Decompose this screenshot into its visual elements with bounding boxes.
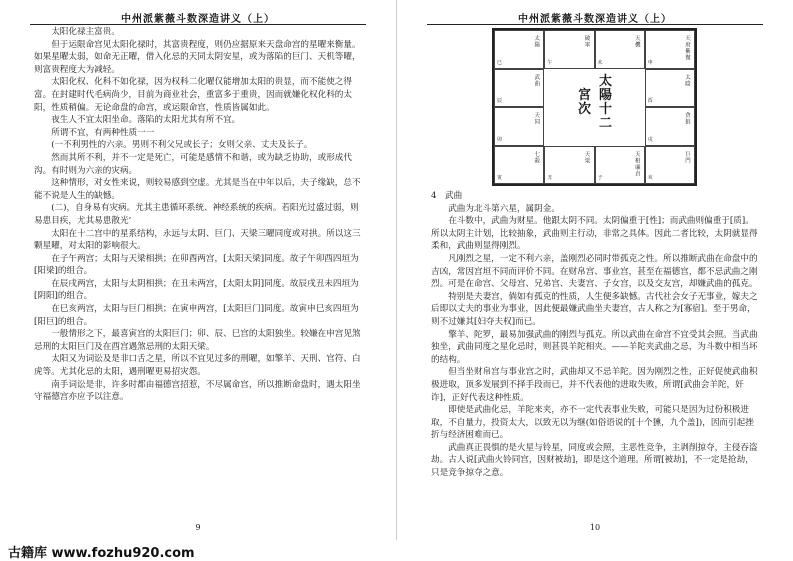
paragraph: 擎羊、陀罗，最易加强武曲的刚烈与孤克。所以武曲在命宫不宜受其会照。当武曲独坐，武曲同度之星化忌时，则甚畏羊陀相夹。——羊陀夹武曲之忌，为斗数中相当坏的结构。: [431, 329, 758, 365]
palace-cell: [494, 146, 544, 185]
chart-center-char: 次: [578, 102, 592, 117]
palace-branch: 未: [597, 59, 603, 66]
palace-star: 天同: [533, 112, 540, 125]
palace-star: 天府紫微: [684, 35, 690, 61]
page-number: 10: [589, 523, 601, 532]
palace-cell: [544, 146, 594, 185]
palace-branch: 酉: [647, 98, 653, 104]
paragraph: 夜生人不宜太阳坐命。落陷的太阳尤其有所不宜。: [51, 115, 241, 126]
chart-center-char: 二: [599, 116, 613, 131]
chart-center: [544, 69, 647, 147]
paragraph: 然而其所不利，并不一定是死亡，可能是感情不和谐，或为缺乏协助，或形成代沟。有时则为六亲的灾病。: [34, 152, 352, 176]
palace-branch: 巳: [497, 59, 503, 66]
paragraph: 在巳亥两宫，太阳与巨门相拱；在寅申两宫，[太阳巨门]同度。故寅申巳亥四垣为[阳巨]的组合。: [34, 304, 359, 327]
palace-cell: [595, 30, 645, 69]
page-header: 中州派紫薇斗数深造讲义（上）: [121, 14, 275, 25]
site-watermark: 古籍库 www.fozhu920.com: [8, 546, 195, 561]
page-header: 中州派紫薇斗数深造讲义（上）: [518, 14, 672, 25]
paragraph: 武曲为北斗第六星，属阴金。: [448, 203, 560, 214]
palace-branch: 午: [547, 59, 553, 66]
chart-center-char: 太: [599, 74, 613, 89]
palace-branch: 申: [647, 59, 653, 66]
paragraph: 4 武曲: [431, 191, 463, 201]
palace-branch: 卯: [497, 136, 503, 143]
left-page: [0, 0, 396, 540]
right-page-body: [431, 190, 759, 480]
paragraph: 太阳化权、化科不如化禄，因为权科二化曜仅能增加太阳的贵显，而不能使之得富。在封建时代毛病尚少，目前为商业社会，重富多于重贵，因而就嫌化权化科的太阳，性质稍偏。无论命盘的命宫，或运限命宫，性质皆属如此。: [34, 77, 352, 113]
paragraph: 凡刚烈之星，一定不利六亲，盖刚烈必同时带孤克之性。所以推断武曲在命盘中的吉凶，常因宫垣不同而评价不同。在财帛宫、事业宫，甚至在福德宫，都不忌武曲之刚烈。可是在命宫、父母宫、兄弟宫、夫妻宫、子女宫，以及交友宫，却嫌武曲的孤克。: [431, 253, 758, 290]
palace-cell: [645, 107, 695, 146]
palace-cell: [494, 107, 544, 146]
paragraph: 所谓不宜，有两种性质一一: [51, 127, 155, 138]
paragraph: 特别是夫妻宫，倘如有孤克的性质，人生便多缺憾。古代社会女子无事业，嫁夫之后即以丈夫的事业为事业，因此便最嫌武曲坐夫妻宫，古人称之为[寡宿]。至于男命，则不过嫌其[妇夺夫权]而已。: [431, 291, 758, 327]
palace-star: 貪狼: [684, 112, 690, 125]
paragraph: 太阳在十二宫中的星系结构，永远与太阴、巨门、天梁三曜同度或对拱。所以这三颗星曜，对太阳的影响很大。: [34, 228, 361, 252]
site-footer: [0, 540, 793, 561]
right-page: [397, 0, 793, 540]
palace-cell: [494, 30, 544, 69]
palace-cell: [595, 146, 645, 185]
chart-center-char: 陽: [599, 88, 613, 103]
palace-star: 太陰: [684, 73, 690, 87]
paragraph: (一不利男性的六亲。男则不利父兄或长子；女则父亲、丈夫及长子。: [51, 140, 313, 151]
chart-center-char: 宮: [578, 88, 592, 103]
palace-star: 武曲: [533, 73, 540, 87]
paragraph: 在辰戌两宫，太阳与太阴相拱；在丑未两宫，[太阳太阴]同度。故辰戌丑未四垣为[阴阳]的组合。: [34, 278, 359, 302]
sun-twelve-palaces-chart: [492, 28, 697, 186]
paragraph: 太阳又为词讼及是非口舌之星，所以不宜见过多的刑曜，如擎羊、天刑、官符、白虎等。尤其化忌的太阳，遇刑曜更易招灾怨。: [34, 354, 361, 378]
palace-cell: [494, 69, 544, 108]
palace-star: 天機: [633, 35, 640, 48]
page-number: 9: [195, 523, 201, 532]
paragraph: 在子午两宫；太阳与天梁相拱；在卯酉两宫，[太阳天梁]同度。故子午卯酉四垣为[阳梁]的组合。: [34, 253, 359, 277]
paragraph: 柔和，武曲则显得刚烈。: [431, 241, 526, 252]
paragraph: (二)，自身易有灾病。尤其主患循环系统、神经系统的疾病。若阳光过盛过弱，则易患目疾，尤其易患散光‘: [34, 203, 359, 226]
palace-cell: [645, 146, 695, 185]
palace-star: 太陽: [533, 35, 540, 48]
palace-cell: [544, 30, 594, 69]
paragraph: 但于运限命宫见太阳化禄时，其富贵程度，则仍应据原来天盘命宫的星曜来衡量。如果星曜太弱，如命无正曜，借入化忌的天同太阴安星，或为落陷的巨门、天机等曜，则富贵程度大为减轻。: [34, 39, 361, 75]
palace-branch: 丑: [547, 175, 553, 181]
palace-star: 七殺: [533, 150, 540, 164]
palace-star: 巨門: [684, 150, 690, 164]
palace-branch: 子: [597, 175, 603, 181]
chart-center-char: 十: [599, 102, 613, 117]
left-page-body: [34, 26, 362, 404]
palace-cell: [645, 69, 695, 108]
header-rule: [427, 24, 763, 25]
palace-star: 天相廉貞: [633, 150, 640, 177]
palace-cell: [645, 30, 695, 69]
paragraph: 南手词讼是非，许多时都由福德宫招惹，不尽属命宫，所以推断命盘时，遇太阳坐守福德宫亦应予以注意。: [34, 379, 361, 403]
palace-branch: 辰: [497, 98, 503, 104]
paragraph: 即使是武曲化忌，羊陀来夹，亦不一定代表事业失败，可能只是因为过份积极进取，不自量力，投资太大，以致无以为继(如俗语说的[十个獯，九个盖])，因而引起挫折与经济困难而已。: [431, 405, 754, 441]
paragraph: 但当坐财帛宫与事业宫之时，武曲却又不忌羊陀。因为刚烈之性，正好促使武曲积极进取，顶多发展到不择手段而已，并不代表他的进取失败，所谓[武曲会羊陀，奸诈]，正好代表这种性质。: [431, 367, 758, 403]
palace-branch: 戌: [647, 136, 653, 143]
paragraph: 太阳化禄主富贵。: [51, 27, 120, 37]
palace-star: 天梁: [583, 150, 590, 164]
header-rule: [30, 24, 366, 25]
paragraph: 一般情形之下，最喜寅宫的太阳巨门；卯、辰、巳宫的太阳独坐。较嫌在申宫见煞忌刑的太阳巨门及在酉宫遇煞忌刑的太阳天梁。: [34, 329, 361, 352]
paragraph: 在斗数中，武曲为财星。他跟太阴不同。太阴偏重于[性]；而武曲则偏重于[质]。所以太阴主计划，比较抽象，武曲则主行动，非常之具体。因此二者比较，太阴就显得: [431, 216, 758, 239]
paragraph: 武曲真正畏惧的是火星与铃星，同度或会照，主恶性竞争，主剥削掠夺，主侵吞盗劫。古人说[武曲火铃同宫，因财被劫]，即是这个道理。所谓[被劫]，不一定是抢劫，只是竞争掠夺之意。: [431, 442, 758, 479]
palace-star: 破軍: [583, 35, 590, 48]
paragraph: 这种情形，对女性来说，则较易感到空虚。尤其是当在中年以后，夫子缘缺，总不能不说是人生的缺憾。: [34, 178, 361, 201]
palace-branch: 寅: [497, 175, 503, 181]
palace-branch: 亥: [647, 175, 653, 181]
